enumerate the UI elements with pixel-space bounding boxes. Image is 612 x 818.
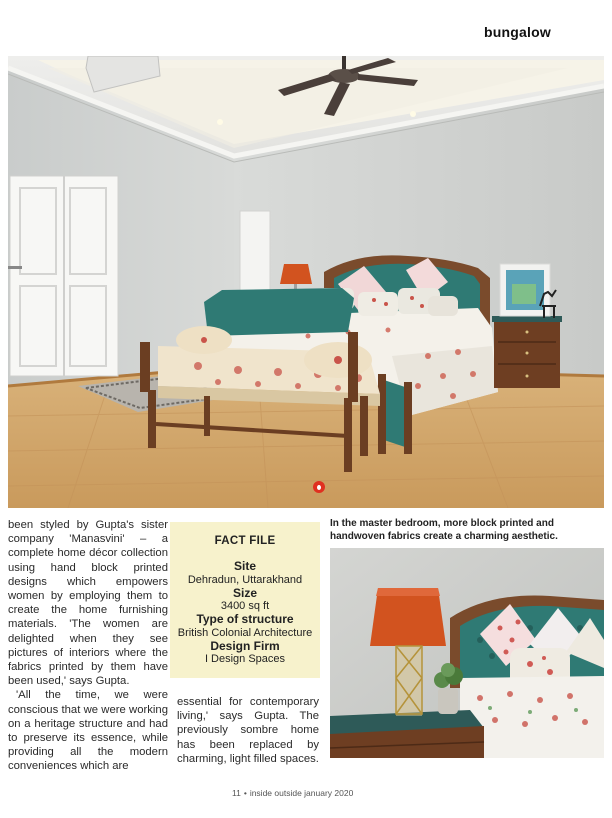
master-bedroom-photo bbox=[8, 56, 604, 508]
fact-file-title: FACT FILE bbox=[214, 535, 276, 547]
body-paragraph: 'All the time, we were conscious that we were working on a heritage structure and had to preserve its essence, while providing all the modern conveniences which are bbox=[8, 689, 168, 773]
structure-label: Type of structure bbox=[196, 612, 294, 626]
site-label: Site bbox=[233, 559, 256, 573]
page-footer bbox=[232, 788, 353, 798]
bedroom-detail-photo bbox=[330, 548, 604, 758]
size-value: 3400 sq ft bbox=[220, 600, 270, 612]
page-number: 11 bbox=[232, 788, 241, 798]
photo-caption: In the master bedroom, more block printed and handwoven fabrics create a charming aesthetic. bbox=[330, 518, 558, 542]
size-label: Size bbox=[232, 585, 257, 600]
structure-value: British Colonial Architecture bbox=[177, 626, 313, 639]
publication-name: inside outside january 2020 bbox=[249, 788, 354, 798]
design-firm-value: I Design Spaces bbox=[204, 653, 286, 665]
section-tag: bungalow bbox=[484, 24, 551, 40]
bullet-separator: • bbox=[243, 788, 247, 798]
magazine-logo-icon bbox=[313, 481, 325, 493]
fact-file-box bbox=[170, 522, 320, 678]
body-column-1 bbox=[8, 518, 168, 774]
body-column-2: essential for contemporary living,' says Gupta. The previously sombre home has been replaced by charming, light filled spaces. bbox=[177, 696, 319, 765]
site-value: Dehradun, Uttarakhand bbox=[187, 573, 303, 586]
design-firm-label: Design Firm bbox=[210, 638, 280, 653]
body-paragraph: been styled by Gupta's sister company 'Manasvini' – a complete home décor collection using hand block printed designs which empowers women by employing them to create the home furnishing materials. 'The women are delighted when they see pictures of interiors where the fabrics printed by them have been used,' says Gupta. bbox=[8, 519, 168, 688]
